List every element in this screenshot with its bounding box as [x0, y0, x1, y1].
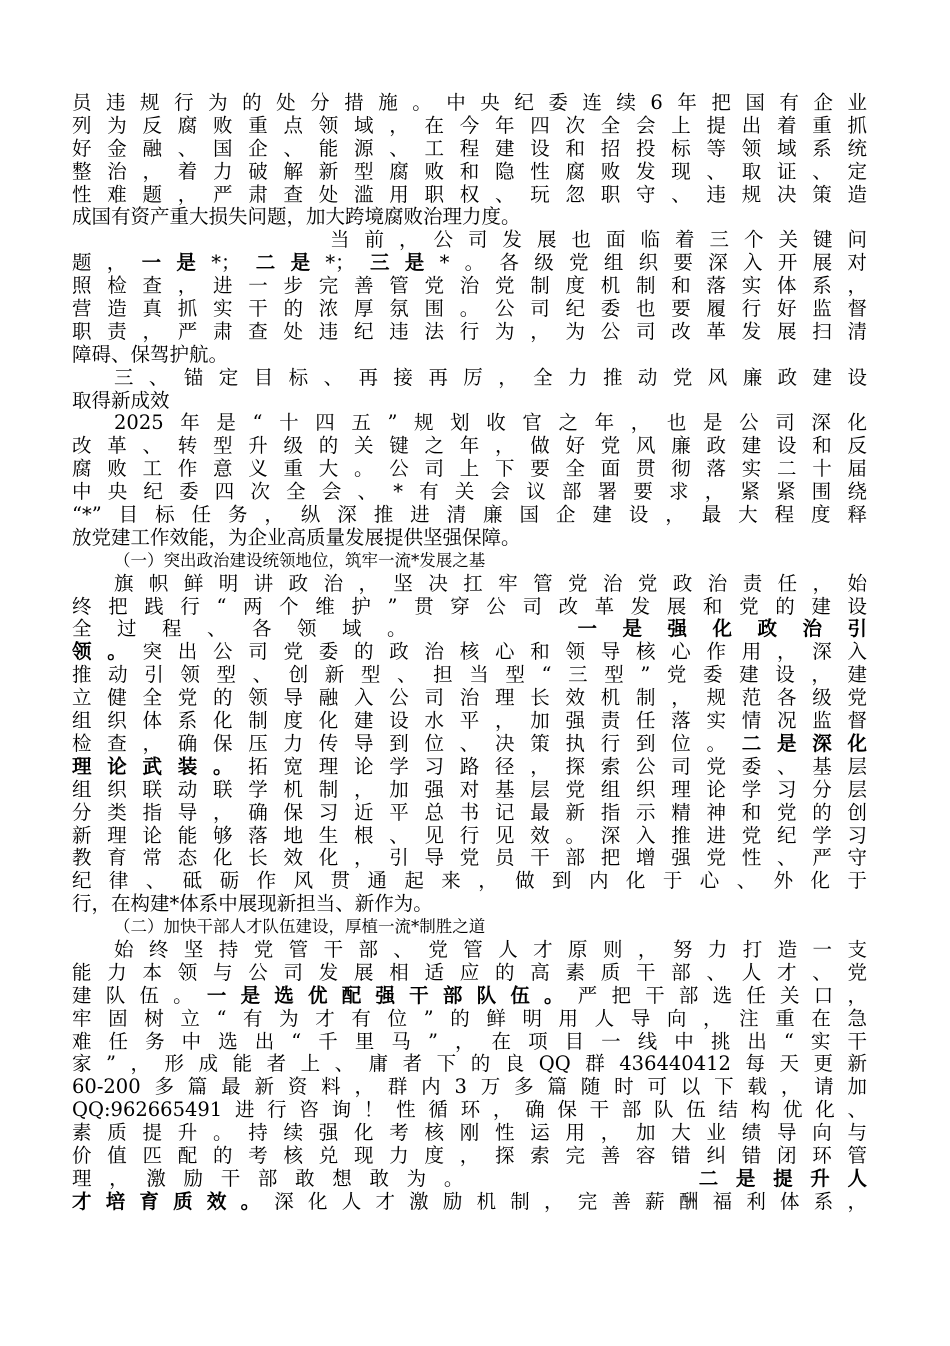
- text-line: “*”目标任务，纵深推进清廉国企建设，最大程度释: [72, 504, 867, 527]
- text-line: 性难题，严肃查处滥用职权、玩忽职守、违规决策造: [72, 183, 867, 206]
- text-line: 难任务中选出“千里马”，在项目一线中挑出“实干: [72, 1030, 867, 1053]
- text-line: 新理论能够落地生根、见行见效。深入推进党纪学习: [72, 824, 867, 847]
- text-line: 60-200多篇最新资料，群内3万多篇随时可以下载，请加: [72, 1076, 867, 1099]
- text-line: 理，激励干部敢想敢为。 二是提升人: [72, 1167, 867, 1190]
- text-line: 推动引领型、创新型、担当型“三型”党委建设，建: [72, 664, 867, 687]
- text-line: 整治，着力破解新型腐败和隐性腐败发现、取证、定: [72, 160, 867, 183]
- text-line: 全过程、各领域。 一是强化政治引: [72, 618, 867, 641]
- text-line: 立健全党的领导融入公司治理长效机制，规范各级党: [72, 687, 867, 710]
- text-line: 素质提升。持续强化考核刚性运用，加大业绩导向与: [72, 1122, 867, 1145]
- text-line: 放党建工作效能，为企业高质量发展提供坚强保障。: [72, 526, 521, 549]
- paragraph-discipline: [72, 92, 867, 229]
- text-line: 营造真抓实干的浓厚氛围。公司纪委也要履行好监督: [72, 298, 867, 321]
- text-line: 障碍、保驾护航。: [72, 343, 229, 366]
- text-line: 能力本领与公司发展相适应的高素质干部、人才、党: [72, 961, 867, 984]
- text-line: 牢固树立“有为才有位”的鲜明用人导向，注重在急: [72, 1007, 867, 1030]
- text-line: 检查，确保压力传导到位、决策执行到位。二是深化: [72, 732, 867, 755]
- text-line: 列为反腐败重点领域，在今年四次全会上提出着重抓: [72, 114, 867, 137]
- paragraph-politics: [72, 573, 867, 916]
- text-line: 改革、转型升级的关键之年，做好党风廉政建设和反: [72, 435, 867, 458]
- subheading-talent-building: （二）加快干部人才队伍建设，厚植一流*制胜之道: [114, 917, 486, 937]
- text-line: QQ:962665491进行咨询！性循环，确保干部队伍结构优化、: [72, 1099, 867, 1122]
- text-line: 价值匹配的考核兑现力度，探索完善容错纠错闭环管: [72, 1144, 867, 1167]
- text-line: 2025年是“十四五”规划收官之年，也是公司深化: [114, 412, 867, 435]
- text-line: 员违规行为的处分措施。中央纪委连续6年把国有企业: [72, 92, 867, 114]
- text-line: 家”，形成能者上、庸者下的良QQ群436440412每天更新: [72, 1053, 867, 1076]
- paragraph-2025: [72, 412, 867, 549]
- text-line: 组织联动联学机制，加强对基层党组织理论学习分层: [72, 778, 867, 801]
- text-line: 职责，严肃查处违纪违法行为，为公司改革发展扫清: [72, 320, 867, 343]
- text-line: 组织体系化制度化建设水平，加强责任落实情况监督: [72, 710, 867, 733]
- text-line: 腐败工作意义重大。公司上下要全面贯彻落实二十届: [72, 458, 867, 481]
- text-line: 成国有资产重大损失问题，加大跨境腐败治理力度。: [72, 206, 521, 229]
- text-line: 分类指导，确保习近平总书记最新指示精神和党的创: [72, 801, 867, 824]
- text-line: 纪律、砥砺作风贯通起来，做到内化于心、外化于: [72, 870, 867, 893]
- text-line: 行，在构建*体系中展现新担当、新作为。: [72, 893, 433, 916]
- text-line: 中央纪委四次全会、*有关会议部署要求，紧紧围绕: [72, 481, 867, 504]
- text-line: 理论武装。拓宽理论学习路径，探索公司党委、基层: [72, 755, 867, 778]
- text-line: 始终坚持党管干部、党管人才原则，努力打造一支: [114, 938, 867, 961]
- text-line: 建队伍。一是选优配强干部队伍。严把干部选任关口，: [72, 984, 867, 1007]
- text-line: 照检查，进一步完善管党治党制度机制和落实体系，: [72, 275, 867, 298]
- text-line: 终把践行“两个维护”贯穿公司改革发展和党的建设: [72, 595, 867, 618]
- text-line: 领。突出公司党委的政治核心和领导核心作用，深入: [72, 641, 867, 664]
- text-line: 好金融、国企、能源、工程建设和招投标等领域系统: [72, 137, 867, 160]
- text-line: 题，一是*；二是*；三是*。各级党组织要深入开展对: [72, 252, 867, 275]
- text-line: 旗帜鲜明讲政治，坚决扛牢管党治党政治责任，始: [114, 572, 867, 595]
- subheading-political-building: （一）突出政治建设统领地位，筑牢一流*发展之基: [114, 550, 486, 570]
- text-line: 教育常态化长效化，引导党员干部把增强党性、严守: [72, 847, 867, 870]
- text-line: 才培育质效。深化人才激励机制，完善薪酬福利体系，: [72, 1190, 867, 1213]
- section-heading-three: [72, 367, 867, 413]
- paragraph-cadres: [72, 939, 867, 1214]
- text-line: 取得新成效: [72, 389, 170, 412]
- text-line: 三、锚定目标、再接再厉，全力推动党风廉政建设: [114, 366, 867, 389]
- document-page: [72, 92, 867, 1214]
- paragraph-key-issues: [72, 229, 867, 366]
- text-line: 当前，公司发展也面临着三个关键问: [330, 229, 867, 252]
